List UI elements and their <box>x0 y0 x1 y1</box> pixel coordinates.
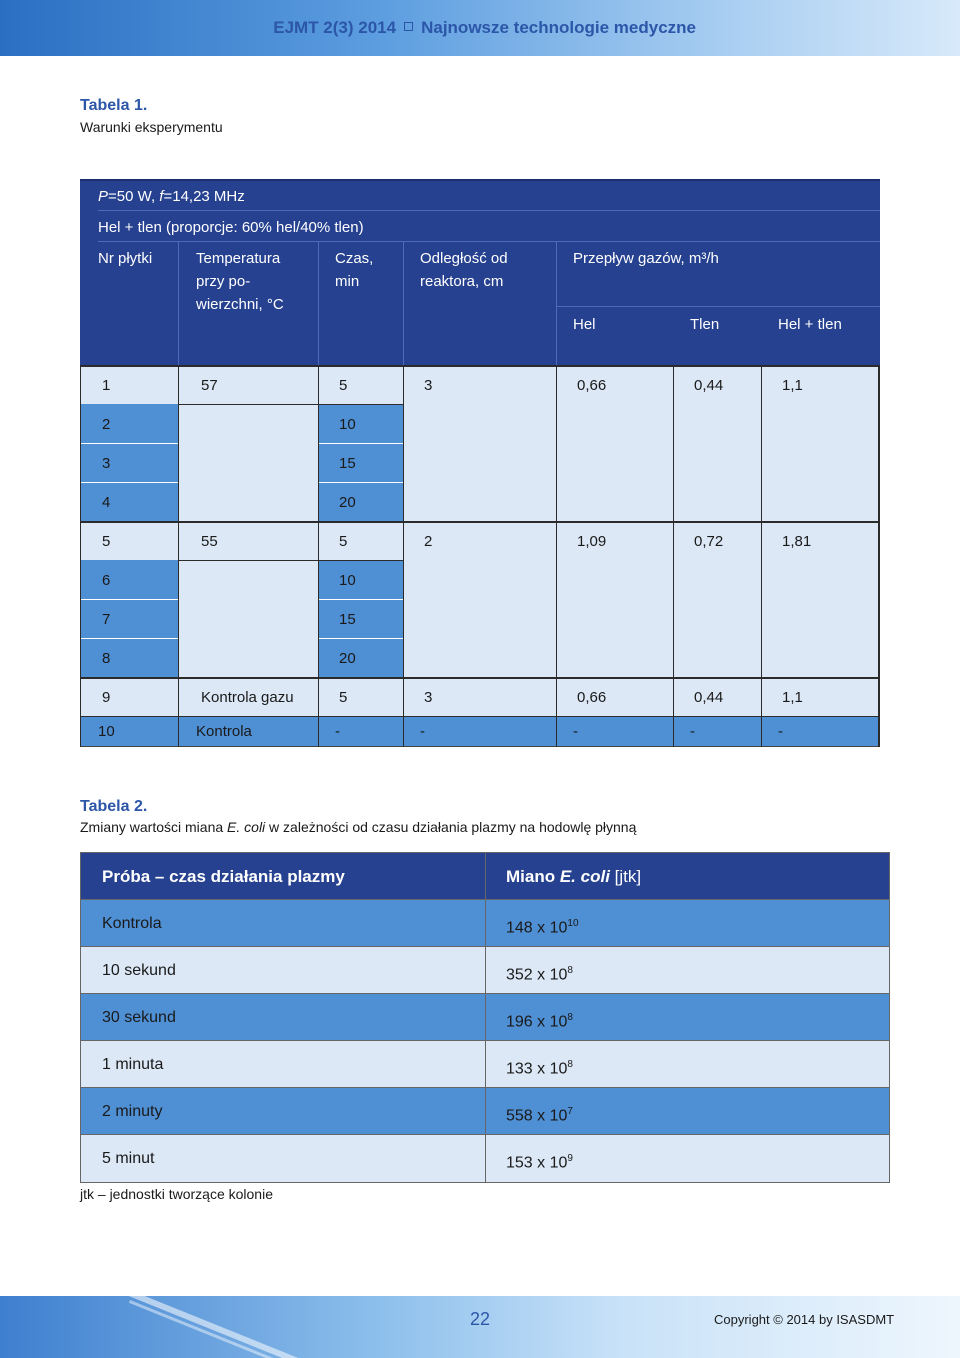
col-time-header-1: Czas, <box>335 250 374 267</box>
table-row: 10 sekund 352 x $10^8$ <box>81 947 889 994</box>
decorative-streak-icon <box>118 1296 306 1358</box>
col-temp-header-1: Temperatura <box>196 250 281 267</box>
table2-caption: Tabela 2. <box>80 798 148 815</box>
col-flow-header: Przepływ gazów, m³/h <box>573 250 719 267</box>
table1-param-line2: Hel + tlen (proporcje: 60% hel/40% tlen) <box>98 219 364 236</box>
square-bullet-icon <box>404 22 413 31</box>
col-flow-sum: Hel + tlen <box>778 316 842 333</box>
col-temp-header-2: przy po- <box>196 273 251 290</box>
page-header <box>0 0 960 56</box>
table1-header <box>80 179 880 365</box>
table2 <box>80 852 890 1183</box>
page-number: 22 <box>470 1309 491 1329</box>
col-temp-header-3: wierzchni, °C <box>196 296 284 313</box>
col-dist-header-1: Odległość od <box>420 250 508 267</box>
col-plate-header: Nr płytki <box>98 250 153 267</box>
journal-name: EJMT 2(3) 2014 <box>273 18 397 37</box>
table-row: 5 minut 153 x $10^9$ <box>81 1135 889 1182</box>
table-row: 1 minuta 133 x $10^8$ <box>81 1041 889 1088</box>
table-row: 30 sekund 196 x $10^8$ <box>81 994 889 1041</box>
col-time-header-2: min <box>335 273 360 290</box>
table2-col2-header: Miano E. coli [jtk] <box>506 867 642 886</box>
table-row: Kontrola 148 x $10^{10}$ <box>81 900 889 947</box>
table1-subtitle: Warunki eksperymentu <box>80 119 223 135</box>
page-footer <box>0 1296 960 1358</box>
col-flow-hel: Hel <box>573 316 596 333</box>
table1: P=50 W, f=14,23 MHz Hel + tlen (proporcje: 60% hel/40% tlen) Nr płytki Temperatura przy po- wierzchni, °C Czas, min Odległość od reaktora, cm Przepływ gazów, m³/h Hel Tlen Hel + tlen 1 57 5 3 0,66 0,44 1,1 2 10 3 15 4 20 5 55 5 2 1,09 0,72 1,81 6 10 7 15 8 20 9 Kontrola gazu 5 3 0,66 0,44 1,1 10 Kontrola - - - - - <box>80 179 880 749</box>
table1-param-line1: P=50 W, f=14,23 MHz <box>98 188 245 205</box>
col-dist-header-2: reaktora, cm <box>420 273 504 290</box>
table-row: 2 minuty 558 x $10^7$ <box>81 1088 889 1135</box>
table2-column-divider <box>485 853 486 1182</box>
table2-footnote: jtk – jednostki tworzące kolonie <box>80 1186 273 1202</box>
journal-section: Najnowsze technologie medyczne <box>421 18 696 37</box>
table2-subtitle: Zmiany wartości miana E. coli w zależności od czasu działania plazmy na hodowlę płynną <box>80 819 637 835</box>
table1-body <box>80 365 880 747</box>
copyright-text: Copyright © 2014 by ISASDMT <box>714 1312 895 1327</box>
journal-header-title <box>273 18 696 38</box>
table1-caption: Tabela 1. <box>80 97 148 114</box>
table2-col1-header: Próba – czas działania plazmy <box>102 867 345 886</box>
col-flow-tlen: Tlen <box>690 316 720 333</box>
